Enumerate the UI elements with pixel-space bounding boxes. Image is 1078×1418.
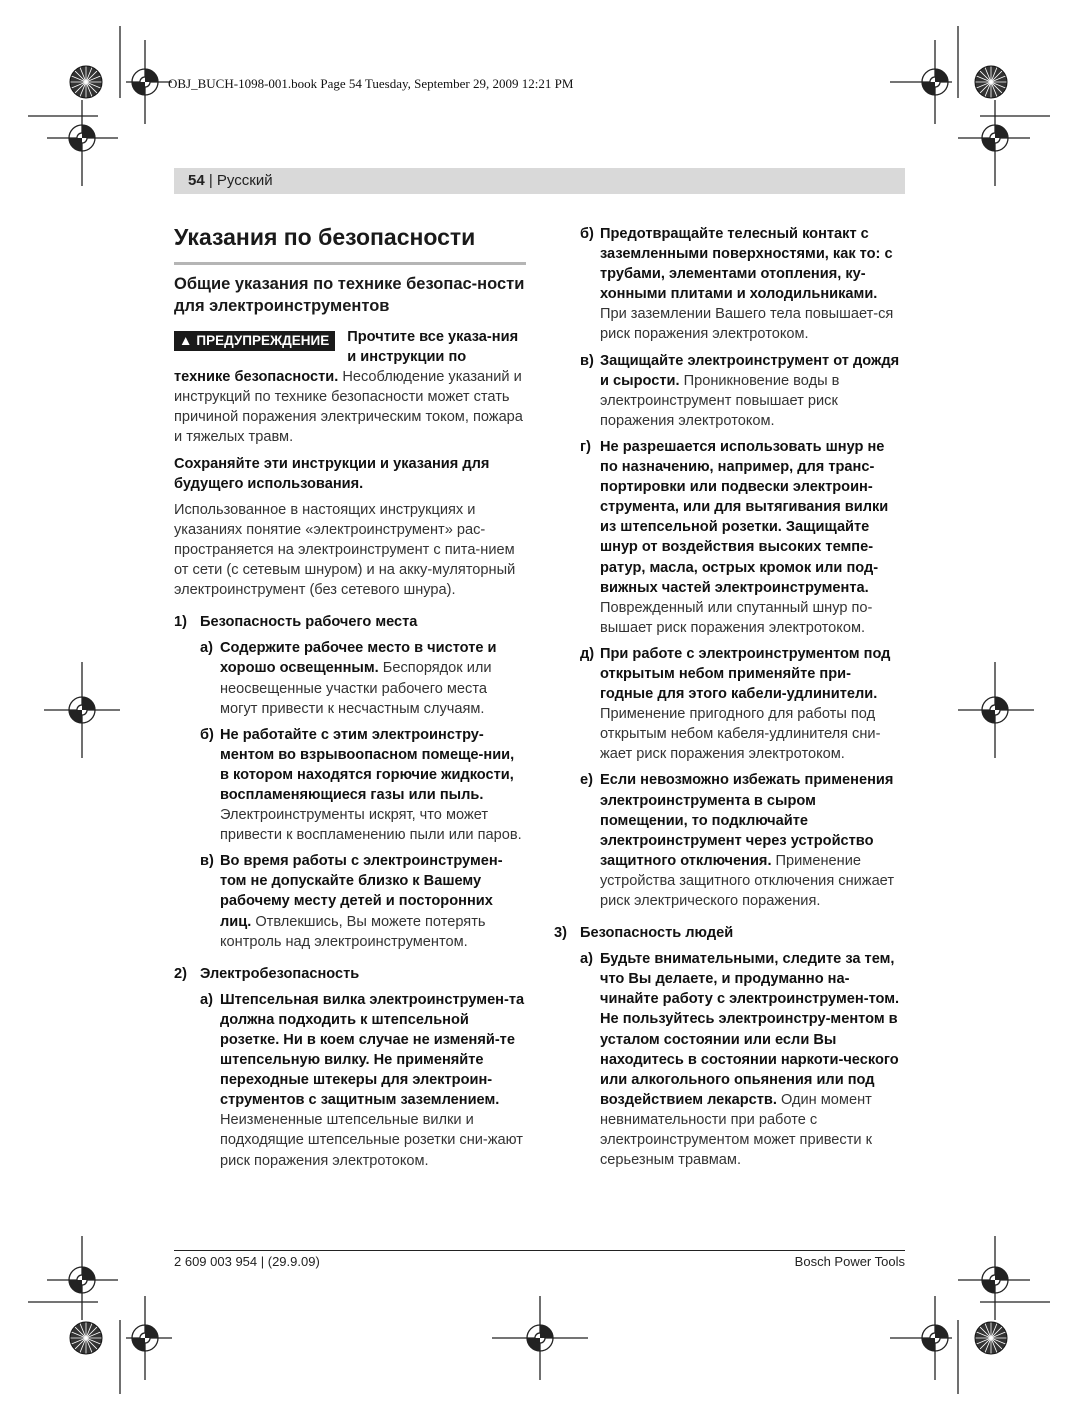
section-heading xyxy=(174,964,526,984)
item-marker: е) xyxy=(580,772,593,789)
item-text: Электроинструменты искрят, что может привести к воспламенению пыли или паров. xyxy=(220,807,522,844)
list-item xyxy=(580,351,904,431)
list-item xyxy=(200,990,526,1171)
section-items xyxy=(174,638,526,951)
general-heading: Общие указания по технике безопас-ности для электроинструментов xyxy=(174,275,525,315)
section-items xyxy=(554,949,904,1170)
definition-paragraph: Использованное в настоящих инструкциях и указаниях понятие «электроинструмент» рас-пространяется на электроинструмент с пита-нием от сети (с сетевым шнуром) и на акку-муляторный электроинструмент (без сетевого шнура). xyxy=(174,501,516,599)
registration-mark-icon xyxy=(70,26,172,124)
list-item xyxy=(580,949,904,1170)
list-item xyxy=(580,644,904,765)
item-text: При заземлении Вашего тела повышает-ся риск поражения электротоком. xyxy=(600,306,894,343)
item-text: Поврежденный или спутанный шнур по-вышает риск поражения электротоком. xyxy=(600,599,873,636)
item-text: Отвлекшись, Вы можете потерять контроль над электроинструментом. xyxy=(220,913,486,950)
list-item xyxy=(200,638,526,718)
item-bold: Не работайте с этим электроинстру-ментом во взрывоопасном помеще-нии, в котором находятся горючие жидкости, воспламеняющиеся газы или пыль. xyxy=(220,726,515,803)
section-number: 3) xyxy=(554,925,567,942)
item-marker: а) xyxy=(580,951,593,968)
item-bold: Будьте внимательными, следите за тем, что Вы делаете, и продуманно на-чинайте работу с электроинструмен-том. Не пользуйтесь электроинстру-ментом в усталом состоянии или если Вы находитесь в состоянии наркоти-ческого или алкогольного опьянения или под воздействием лекарств. xyxy=(600,951,900,1108)
right-column xyxy=(554,224,904,1176)
warning-text: Несоблюдение указаний и инструкций по технике безопасности может стать причиной поражения электрическим током, пожара и тяжелых травм. xyxy=(174,369,523,446)
list-item xyxy=(200,725,526,846)
warning-block xyxy=(174,327,526,448)
warning-badge xyxy=(174,331,335,351)
item-bold: Во время работы с электроинструмен-том не допускайте близко к Вашему рабочему месту детей и посторонних лиц. xyxy=(220,853,503,930)
item-bold: Если невозможно избежать применения электроинструмента в сыром помещении, то подключайте электроинструмент через устройство защитного отключения. xyxy=(600,772,894,869)
item-marker: в) xyxy=(580,352,594,369)
keep-instructions: Сохраняйте эти инструкции и указания для будущего использования. xyxy=(174,455,490,492)
subhead-rule xyxy=(174,262,526,265)
registration-mark-icon xyxy=(492,1296,588,1380)
warning-bold-text: Прочтите все указа-ния и инструкции по технике безопасности. xyxy=(174,329,519,386)
crop-mark-icon xyxy=(958,1236,1050,1320)
item-text: Применение устройства защитного отключения снижает риск электрического поражения. xyxy=(600,852,894,909)
print-info-line: OBJ_BUCH-1098-001.book Page 54 Tuesday, September 29, 2009 12:21 PM xyxy=(168,76,574,91)
item-marker: г) xyxy=(580,438,591,455)
item-text: Один момент невнимательности при работе с электроинструментом может привести к серьезным травмам. xyxy=(600,1091,873,1169)
list-item xyxy=(580,437,904,638)
list-item xyxy=(200,851,526,951)
item-text: Беспорядок или неосвещенные участки рабочего места могут привести к несчастным случаям. xyxy=(220,660,492,717)
footer-doc-number: 2 609 003 954 | (29.9.09) xyxy=(174,1254,320,1269)
list-item xyxy=(580,224,904,345)
item-marker: б) xyxy=(580,226,594,242)
footer-rule xyxy=(174,1250,905,1251)
page-header-bar xyxy=(174,168,905,194)
item-text: Проникновение воды в электроинструмент повышает риск поражения электротоком. xyxy=(600,372,840,429)
registration-mark-icon xyxy=(70,1296,172,1394)
item-bold: Не разрешается использовать шнур не по назначению, например, для транс-портировки или подвески электроин-струмента, или для вытягивания вилки из штепсельной розетки. Защищайте шнур от воздействия высоких темпе-ратур, масла, острых кромок или под-вижных частей электроинструмента. xyxy=(600,438,889,596)
warning-triangle-icon: ▲ xyxy=(179,333,193,348)
page-title: Указания по безопасности xyxy=(174,224,476,250)
section-number: 2) xyxy=(174,965,187,982)
item-text: Неизмененные штепсельные вилки и подходящие штепсельные розетки сни-жают риск поражения электротоком. xyxy=(220,1112,523,1169)
item-text: Применение пригодного для работы под открытым небом кабеля-удлинителя сни-жает риск поражения электротоком. xyxy=(600,706,881,763)
section-items-continued xyxy=(554,224,904,911)
crop-mark-icon xyxy=(44,662,120,758)
section-title: Безопасность людей xyxy=(580,925,734,942)
header-separator: | xyxy=(204,172,217,189)
item-bold: Содержите рабочее место в чистоте и хорошо освещенным. xyxy=(220,640,497,677)
item-marker: а) xyxy=(200,640,213,657)
crop-mark-icon xyxy=(958,100,1050,186)
footer-brand: Bosch Power Tools xyxy=(794,1254,905,1269)
left-column xyxy=(174,222,526,1177)
crop-mark-icon xyxy=(28,1236,118,1320)
item-marker: д) xyxy=(580,645,595,662)
section-items xyxy=(174,990,526,1171)
crop-mark-icon xyxy=(28,100,118,186)
item-bold: Защищайте электроинструмент от дождя и сырости. xyxy=(600,352,900,389)
item-bold: При работе с электроинструментом под открытым небом применяйте при-годные для этого кабели-удлинители. xyxy=(600,645,891,703)
section-heading xyxy=(554,923,904,943)
section-title: Безопасность рабочего места xyxy=(200,614,418,631)
section-title: Электробезопасность xyxy=(200,965,360,982)
warning-badge-label: ПРЕДУПРЕЖДЕНИЕ xyxy=(196,333,330,348)
header-language: Русский xyxy=(216,172,273,189)
section-number: 1) xyxy=(174,614,187,631)
item-marker: б) xyxy=(200,726,214,743)
page-header xyxy=(188,172,273,189)
section-heading xyxy=(174,612,526,632)
crop-mark-icon xyxy=(958,662,1034,758)
item-marker: в) xyxy=(200,853,214,870)
item-bold: Штепсельная вилка электроинструмен-та должна подходить к штепсельной розетке. Ни в коем случае не изменяй-те штепсельную вилку. Не применяйте переходные штекеры для электроин-струментов с защитным заземлением. xyxy=(220,991,525,1109)
registration-mark-icon xyxy=(890,26,1007,124)
list-item xyxy=(580,770,904,911)
item-bold: Предотвращайте телесный контакт с заземленными поверхностями, как то: с трубами, элементами отопления, ку-хонными плитами и холодильниками. xyxy=(600,226,893,303)
page-number: 54 xyxy=(188,172,205,189)
item-marker: а) xyxy=(200,991,213,1008)
registration-mark-icon xyxy=(890,1296,1007,1394)
